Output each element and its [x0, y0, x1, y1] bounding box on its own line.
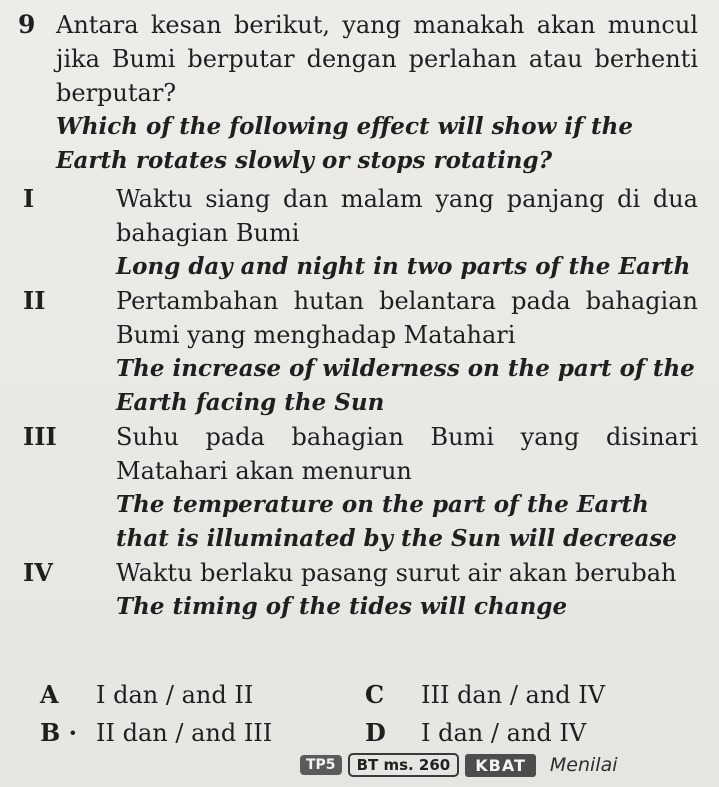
- statement-text-malay: Waktu berlaku pasang surut air akan berubah: [116, 559, 677, 587]
- statement-text-english: The temperature on the part of the Earth that is illuminated by the Sun will decrease: [116, 491, 678, 552]
- textbook-page-badge: BT ms. 260: [348, 753, 460, 777]
- statement-number: I: [23, 184, 35, 213]
- statement-text-english: Long day and night in two parts of the Earth: [116, 253, 691, 280]
- statement-number: IV: [23, 558, 53, 587]
- option-letter: B ·: [40, 718, 77, 747]
- option-text: II dan / and III: [96, 719, 273, 747]
- question-header: [18, 8, 698, 178]
- option-text: I dan / and IV: [421, 719, 587, 747]
- statement-text-malay: Waktu siang dan malam yang panjang di dua bahagian Bumi: [116, 185, 698, 247]
- statement-item: [18, 420, 698, 556]
- statement-text-malay: Pertambahan hutan belantara pada bahagian Bumi yang menghadap Matahari: [116, 287, 698, 349]
- option-b[interactable]: [40, 716, 272, 750]
- statement-text-malay: Suhu pada bahagian Bumi yang disinari Matahari akan menurun: [116, 423, 698, 485]
- statement-item: [18, 182, 698, 284]
- option-letter: A: [40, 680, 59, 709]
- question-number: 9: [18, 10, 36, 39]
- option-d[interactable]: [365, 716, 586, 750]
- option-letter: D: [365, 718, 386, 747]
- option-a[interactable]: [40, 678, 253, 712]
- question-text-malay: Antara kesan berikut, yang manakah akan muncul jika Bumi berputar dengan perlahan atau berhenti berputar?: [56, 11, 698, 107]
- statement-text-english: The timing of the tides will change: [116, 593, 568, 620]
- statement-number: III: [23, 422, 57, 451]
- option-text: I dan / and II: [96, 681, 254, 709]
- tp-level-badge: TP5: [300, 755, 342, 775]
- skill-label: Menilai: [549, 754, 618, 776]
- question-text-english: Which of the following effect will show if the Earth rotates slowly or stops rotating?: [56, 113, 634, 174]
- statement-number: II: [23, 286, 46, 315]
- statement-item: [18, 556, 698, 624]
- statement-item: [18, 284, 698, 420]
- option-c[interactable]: [365, 678, 605, 712]
- skill-tags: [300, 751, 618, 779]
- option-letter: C: [365, 680, 385, 709]
- option-text: III dan / and IV: [421, 681, 606, 709]
- statement-list: [18, 182, 698, 624]
- kbat-badge: KBAT: [465, 754, 536, 777]
- statement-text-english: The increase of wilderness on the part of the Earth facing the Sun: [116, 355, 695, 416]
